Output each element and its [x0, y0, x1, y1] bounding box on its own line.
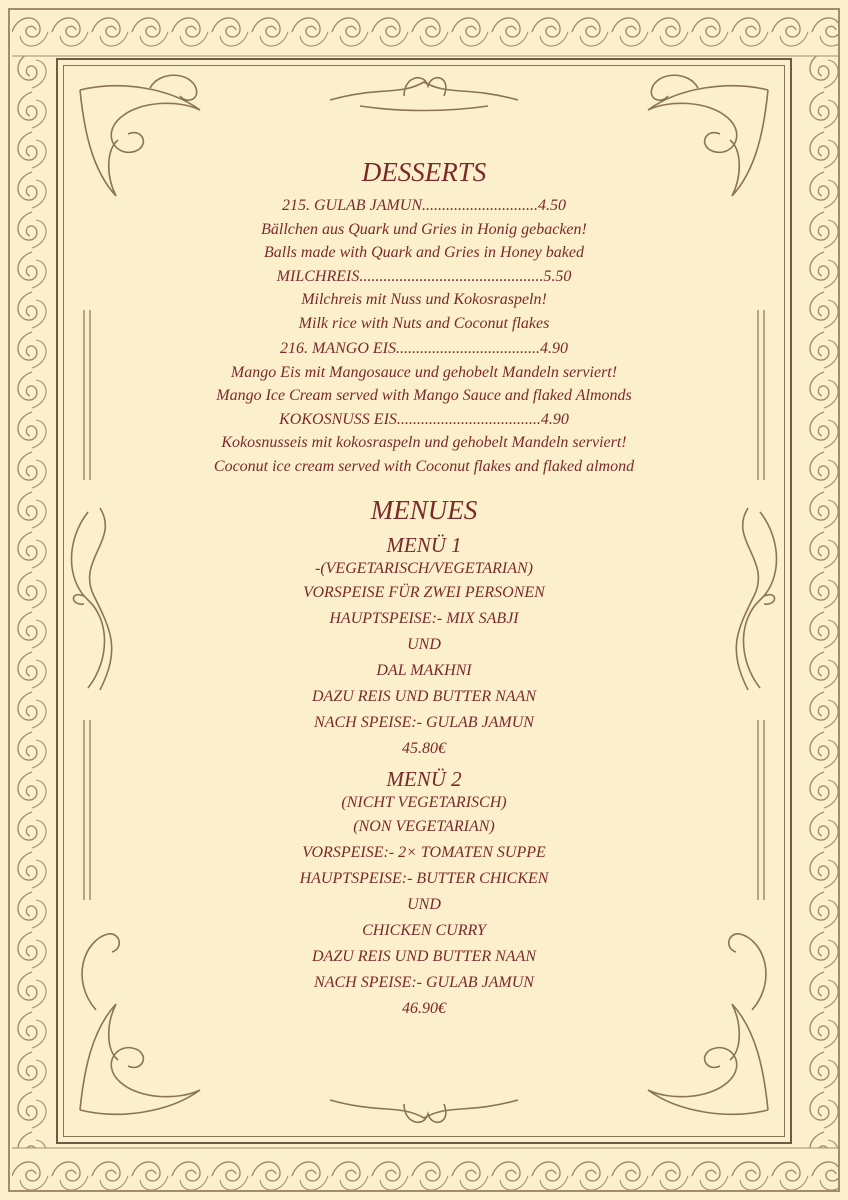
dessert-desc-de: Kokosnusseis mit kokosraspeln und gehobelt Mandeln serviert! — [221, 434, 627, 451]
menu-1-price: 45.80€ — [402, 740, 446, 757]
dessert-desc-en: Coconut ice cream served with Coconut flakes and flaked almond — [213, 457, 635, 475]
menu-2-block — [120, 766, 728, 1022]
dessert-title: KOKOSNUSS EIS....................................4.90 — [279, 410, 569, 428]
menu-line: CHICKEN CURRY — [362, 922, 486, 939]
dessert-item — [120, 194, 728, 265]
menu-line: (NICHT VEGETARISCH) — [341, 794, 507, 811]
menu-line: UND — [407, 896, 441, 913]
menu-line: DAL MAKHNI — [376, 662, 472, 679]
menu-line: -(VEGETARISCH/VEGETARIAN) — [314, 560, 534, 577]
dessert-title: 215. GULAB JAMUN.............................4.50 — [282, 197, 566, 214]
menu-line: VORSPEISE FÜR ZWEI PERSONEN — [303, 584, 545, 601]
menu-line: HAUPTSPEISE:- MIX SABJI — [329, 610, 519, 627]
menu-line: DAZU REIS UND BUTTER NAAN — [312, 688, 536, 705]
dessert-desc-en: Milk rice with Nuts and Coconut flakes — [298, 314, 550, 332]
dessert-title: 216. MANGO EIS....................................4.90 — [280, 340, 568, 357]
menu-content — [120, 150, 728, 1022]
dessert-title: MILCHREIS..............................................5.50 — [276, 267, 572, 285]
menu-2-title: MENÜ 2 — [386, 767, 462, 791]
menu-line: (NON VEGETARIAN) — [353, 818, 495, 835]
desserts-heading: DESSERTS — [361, 157, 487, 187]
menu-2-price: 46.90€ — [402, 1000, 446, 1017]
menu-line: VORSPEISE:- 2× TOMATEN SUPPE — [302, 844, 546, 861]
dessert-desc-en: Mango Ice Cream served with Mango Sauce and flaked Almonds — [216, 387, 632, 404]
dessert-item — [120, 337, 728, 408]
menu-1-block — [120, 532, 728, 762]
dessert-desc-de: Bällchen aus Quark und Gries in Honig gebacken! — [261, 220, 587, 238]
dessert-desc-en: Balls made with Quark and Gries in Honey baked — [264, 244, 584, 261]
menues-heading: MENUES — [370, 495, 478, 525]
menu-line: DAZU REIS UND BUTTER NAAN — [312, 948, 536, 965]
menu-line: UND — [407, 636, 441, 653]
menu-1-title: MENÜ 1 — [386, 533, 462, 557]
dessert-item — [120, 408, 728, 479]
menu-line: HAUPTSPEISE:- BUTTER CHICKEN — [299, 870, 549, 887]
menu-line: NACH SPEISE:- GULAB JAMUN — [314, 974, 534, 991]
dessert-item — [120, 265, 728, 336]
menu-line: NACH SPEISE:- GULAB JAMUN — [314, 714, 534, 731]
dessert-desc-de: Mango Eis mit Mangosauce und gehobelt Mandeln serviert! — [230, 363, 618, 381]
dessert-desc-de: Milchreis mit Nuss und Kokosraspeln! — [301, 291, 547, 308]
